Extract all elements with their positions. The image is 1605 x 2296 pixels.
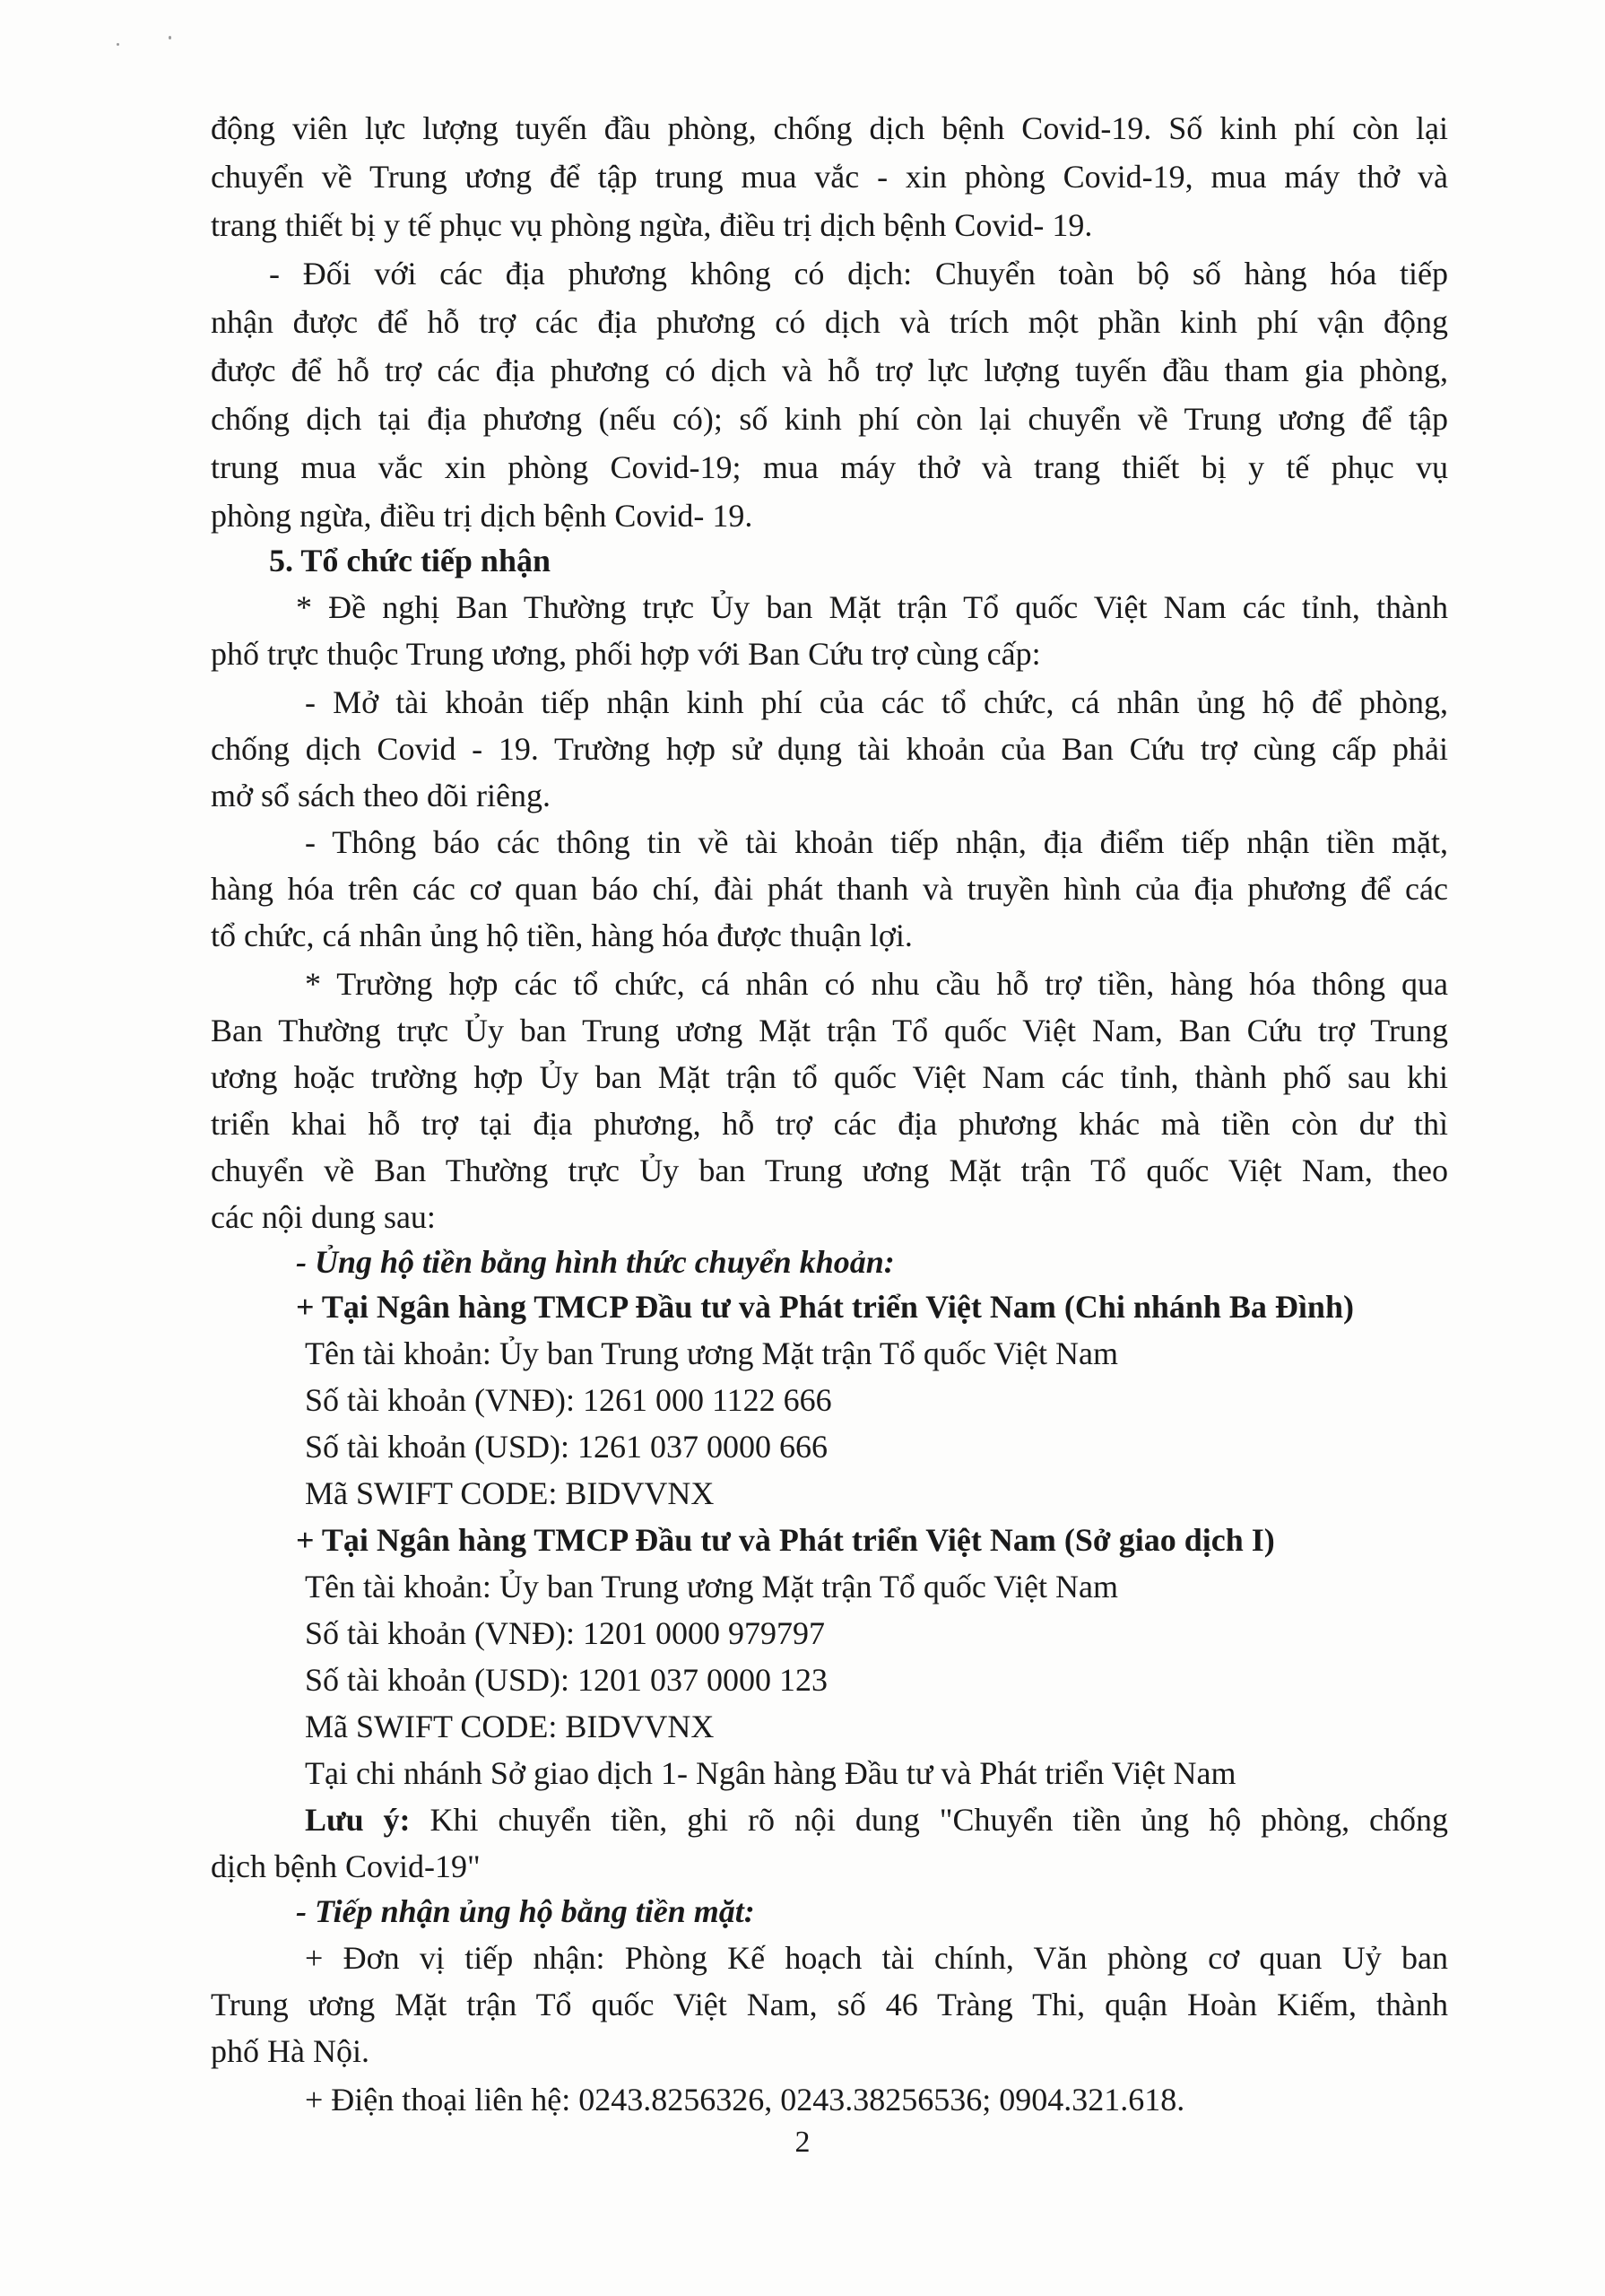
page-number: 2 (794, 2126, 811, 2159)
text-line: tổ chức, cá nhân ủng hộ tiền, hàng hóa được thuận lợi. (211, 918, 913, 953)
bank-heading: + Tại Ngân hàng TMCP Đầu tư và Phát triển Việt Nam (Chi nhánh Ba Đình) (296, 1289, 1354, 1325)
text-line: trung mua vắc xin phòng Covid-19; mua máy thở và trang thiết bị y tế phục vụ (211, 449, 1448, 485)
transfer-heading: - Ủng hộ tiền bằng hình thức chuyển khoản: (296, 1244, 895, 1280)
text-line: - Thông báo các thông tin về tài khoản tiếp nhận, địa điểm tiếp nhận tiền mặt, (305, 824, 1448, 860)
swift-code: Mã SWIFT CODE: BIDVVNX (305, 1475, 715, 1511)
text-line: mở sổ sách theo dõi riêng. (211, 778, 551, 813)
text-line: - Đối với các địa phương không có dịch: Chuyển toàn bộ số hàng hóa tiếp (269, 256, 1448, 291)
account-name: Tên tài khoản: Ủy ban Trung ương Mặt trận Tổ quốc Việt Nam (305, 1569, 1118, 1605)
text-line: hàng hóa trên các cơ quan báo chí, đài phát thanh và truyền hình của địa phương để các (211, 871, 1448, 907)
text-line: phòng ngừa, điều trị dịch bệnh Covid- 19. (211, 498, 753, 534)
section-heading: 5. Tổ chức tiếp nhận (269, 543, 551, 578)
text-line: * Trường hợp các tổ chức, cá nhân có nhu cầu hỗ trợ tiền, hàng hóa thông qua (305, 966, 1448, 1002)
text-line: triển khai hỗ trợ tại địa phương, hỗ trợ các địa phương khác mà tiền còn dư thì (211, 1106, 1448, 1142)
text-line: được để hỗ trợ các địa phương có dịch và hỗ trợ lực lượng tuyến đầu tham gia phòng, (211, 352, 1448, 388)
account-usd: Số tài khoản (USD): 1261 037 0000 666 (305, 1429, 828, 1465)
text-line: - Mở tài khoản tiếp nhận kinh phí của các tổ chức, cá nhân ủng hộ để phòng, (305, 684, 1448, 720)
note-line (305, 1797, 1448, 1842)
text-line: * Đề nghị Ban Thường trực Ủy ban Mặt trận Tổ quốc Việt Nam các tỉnh, thành (296, 589, 1448, 625)
swift-code: Mã SWIFT CODE: BIDVVNX (305, 1709, 715, 1744)
text-line: chống dịch Covid - 19. Trường hợp sử dụng tài khoản của Ban Cứu trợ cùng cấp phải (211, 731, 1448, 767)
account-name: Tên tài khoản: Ủy ban Trung ương Mặt trận Tổ quốc Việt Nam (305, 1335, 1118, 1371)
bank-heading: + Tại Ngân hàng TMCP Đầu tư và Phát triển Việt Nam (Sở giao dịch I) (296, 1522, 1275, 1558)
account-vnd: Số tài khoản (VNĐ): 1261 000 1122 666 (305, 1382, 832, 1418)
scan-speck (169, 36, 171, 39)
scan-speck (117, 43, 119, 46)
text-line: phố trực thuộc Trung ương, phối hợp với Ban Cứu trợ cùng cấp: (211, 636, 1041, 672)
contact-phone: + Điện thoại liên hệ: 0243.8256326, 0243.38256536; 0904.321.618. (305, 2082, 1185, 2118)
account-vnd: Số tài khoản (VNĐ): 1201 0000 979797 (305, 1615, 825, 1651)
account-usd: Số tài khoản (USD): 1201 037 0000 123 (305, 1662, 828, 1698)
text-line: chuyển về Trung ương để tập trung mua vắc - xin phòng Covid-19, mua máy thở và (211, 159, 1448, 195)
text-line: Trung ương Mặt trận Tổ quốc Việt Nam, số 46 Tràng Thi, quận Hoàn Kiếm, thành (211, 1987, 1448, 2022)
text-line: + Đơn vị tiếp nhận: Phòng Kế hoạch tài chính, Văn phòng cơ quan Uỷ ban (305, 1940, 1448, 1976)
note-line: dịch bệnh Covid-19" (211, 1848, 481, 1884)
text-line: phố Hà Nội. (211, 2033, 369, 2069)
cash-heading: - Tiếp nhận ủng hộ bằng tiền mặt: (296, 1893, 755, 1929)
text-line: trang thiết bị y tế phục vụ phòng ngừa, điều trị dịch bệnh Covid- 19. (211, 207, 1093, 243)
note-label: Lưu ý: (305, 1802, 411, 1838)
text-line: chuyển về Ban Thường trực Ủy ban Trung ương Mặt trận Tổ quốc Việt Nam, theo (211, 1152, 1448, 1188)
text-line: các nội dung sau: (211, 1199, 436, 1235)
bank-branch: Tại chi nhánh Sở giao dịch 1- Ngân hàng Đầu tư và Phát triển Việt Nam (305, 1755, 1236, 1791)
note-text: Khi chuyển tiền, ghi rõ nội dung "Chuyển tiền ủng hộ phòng, chống (410, 1802, 1449, 1838)
text-line: Ban Thường trực Ủy ban Trung ương Mặt trận Tổ quốc Việt Nam, Ban Cứu trợ Trung (211, 1013, 1448, 1048)
text-line: chống dịch tại địa phương (nếu có); số kinh phí còn lại chuyển về Trung ương để tập (211, 401, 1448, 437)
text-line: nhận được để hỗ trợ các địa phương có dịch và trích một phần kinh phí vận động (211, 304, 1448, 340)
text-line: động viên lực lượng tuyến đầu phòng, chống dịch bệnh Covid-19. Số kinh phí còn lại (211, 110, 1448, 146)
text-line: ương hoặc trường hợp Ủy ban Mặt trận tổ quốc Việt Nam các tỉnh, thành phố sau khi (211, 1059, 1448, 1095)
